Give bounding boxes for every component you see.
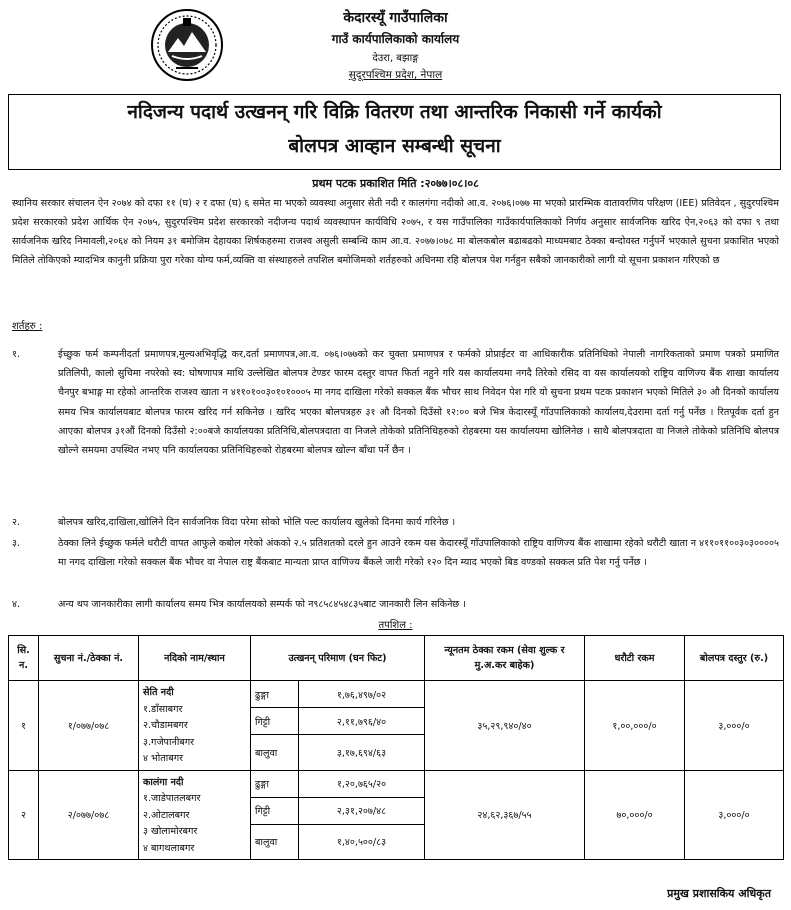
river-name: सेति नदी [143,687,174,698]
material-qty: १,७६,४९७/०२ [299,681,425,708]
river-place: २.ओटालबगर [143,809,190,821]
header-notice-no: सुचना नं./ठेक्का नं. [39,636,139,681]
cell-min-amount: ३५,२९,९४०/४० [425,681,585,771]
river-place: ३.गजेपानीबगर [143,736,195,748]
office-location: देउरा, बझाङ्ग [372,53,419,64]
condition-text: ठेक्का लिने ईच्छुक फर्मले धरौटी वापत आफुले कबोल गरेको अंकको २.५ प्रतिशतको दरले हुन आउने रकम यस केदारस्यूँ गाँउपालिकाको राष्ट्रिय वाणिज्य बैंक शाखामा रहेको धरौटी खाता न ४११०११००३०३००००५ मा नगद दाखिला गरेको सक्कल बैंक भौचर वा नेपाल राष्ट्र बैंकबाट मान्यता प्राप्त वाणिज्य बैंकले जारी गरेको १२० दिन म्याद भएको बिड वण्डको सक्कल प्रति पेश गर्नु पर्नेछ । [58,538,779,569]
river-place: २.चौडामबगर [143,720,188,731]
condition-item [12,595,779,614]
material-name: बालुवा [251,824,299,860]
header-min-amount: न्यूनतम ठेक्का रकम (सेवा शुल्क र मु.अ.कर बाहेक) [425,636,585,681]
notice-title-box [8,94,781,170]
schedule-table [8,635,784,860]
conditions-heading: शर्तहरु : [12,321,43,332]
cell-river [139,681,251,771]
material-qty: २,११,७९६/४० [299,708,425,735]
municipality-name: केदारस्यूँ गाउँपालिका [343,10,448,26]
table-row [9,681,784,708]
material-qty: १,२०,७६५/२० [299,770,425,797]
header-sn: सि. न. [9,636,39,681]
table-header-row [9,636,784,681]
material-qty: १,४०,५००/८३ [299,824,425,860]
material-name: ढुङ्गा [251,681,299,708]
condition-number: २. [12,517,21,528]
material-name: गिट्टी [251,708,299,735]
province-name: सुदूरपश्चिम प्रदेश, नेपाल [348,69,443,81]
header-quantity: उत्खनन् परिमाण (घन फिट) [251,636,425,681]
signature-title: प्रमुख प्रशासकिय अधिकृत [667,887,771,900]
office-name: गाउँ कार्यपालिकाको कार्यालय [331,32,460,46]
header-fee: बोलपत्र दस्तुर (रु.) [685,636,784,681]
intro-paragraph: स्थानिय सरकार संचालन ऐन २०७४ को दफा ११ (घ) २ र दफा (घ) ६ समेत मा भएको व्यवस्था अनुसार सेती नदी र कालगंगा नदीको आ.व. २०७६।०७७ मा भएको प्रारम्भिक वातावरणिय परिक्षण (IEE) प्रतिवेदन , सुदुरपश्चिम प्रदेश सरकारको प्रदेश आर्थिक ऐन २०७५, सुदुरपश्चिम प्रदेश सरकारको नदीजन्य पदार्थ व्यवस्थापन कार्यविधि २०७५, र यस गाउँपालिका गाउँकार्यपालिकाको निर्णय अनुसार सार्वजनिक खरिद ऐन,२०६३ को दफा ९ तथा सार्वजनिक खरिद निमावली,२०६४ को नियम ३१ बमोजिम देहायका शिर्षकहरुमा राजश्व असुली सम्बन्धि काम आ.व. २०७७।०७८ मा बोलकबोल बढाबढको माध्यमबाट ठेक्का बन्दोवस्त गर्नुपर्ने भएकाले सुचना प्रकाशित भएको मितिले तोकिएको म्यादभित्र कानुनी प्रक्रिया पुरा गरेका योग्य फर्म,व्यक्ति वा संस्थाहरुले तपशिल बमोजिमको शर्तहरुको अधिनमा रहि बोलपत्र पेश गर्नहुन सबैको जानकारीको लागी यो सूचना प्रकाशन गरिएको छ [12,198,779,266]
cell-sn: २ [9,770,39,860]
notice-title-line-2: बोलपत्र आव्हान सम्बन्धी सूचना [288,135,501,157]
material-name: गिट्टी [251,797,299,824]
condition-number: ४. [12,599,21,610]
condition-item [12,345,779,460]
condition-item [12,534,779,572]
cell-fee: ३,०००/० [685,770,784,860]
river-place: ३ खोलामोरबगर [143,826,198,837]
header-deposit: धरौटी रकम [585,636,685,681]
cell-min-amount: २४,६२,३६७/५५ [425,770,585,860]
condition-number: ३. [12,538,21,549]
material-qty: ३,१७,६९४/६३ [299,735,425,771]
cell-river [139,770,251,860]
schedule-heading: तपशिल : [378,620,413,631]
river-name: कालंगा नदी [143,776,184,788]
header-river: नदिको नाम/स्थान [139,636,251,681]
cell-fee: ३,०००/० [685,681,784,771]
river-place: १.डाँसाबगर [143,703,183,715]
table-row [9,770,784,797]
condition-item [12,513,779,532]
cell-notice-no: २/०७७/०७८ [39,770,139,860]
condition-text: बोलपत्र खरिद,दाखिला,खोलिने दिन सार्वजनिक विदा परेमा सोको भोलि पल्ट कार्यालय खुलेको दिनमा कार्य गरिनेछ । [58,517,456,528]
cell-deposit: ७०,०००/० [585,770,685,860]
condition-text: ईच्छुक फर्म कम्पनीदर्ता प्रमाणपत्र,मुल्यअभिवृद्धि कर,दर्ता प्रमाणपत्र,आ.व. ०७६।०७७को कर चुक्ता प्रमाणपत्र र फर्मको प्रोप्राईटर वा आधिकारीक प्रतिनिधिको नेपाली नागरिकताको प्रमाण पत्रको प्रमाणित प्रतिलिपी, कालो सुचिमा नपरेको स्व: घोषणापत्र माथि उल्लेखित बोलपत्र टेण्डर फारम दस्तुर वापत फिर्ता नहुने गरि यस कार्यालयमा नगदै तिरेको रसिद वा यस कार्यालयको राष्ट्रिय वाणिज्य बैंक शाखा कार्यालय चैनपुर बभाङ्ग मा रहेको आन्तरिक राजश्व खाता न ४११०१००३०१०१०००५ मा नगद दाखिला गरेको सक्कल बैंक भौचर साथ निवेदन पेश गरि यो सुचना प्रथम पटक प्रकाशन भएको मितिले ३० औ दिनको कार्यालय समय भित्र कार्यालयबाट बोलपत्र फारम खरिद गर्न सकिनेछ । खरिद भएका बोलपत्रहरु ३१ औ दिनको दिउँसो १२:०० बजे भित्र केदारस्यूँ गाँउपालिकाको कार्यालय,देउरामा दर्ता गर्नु पर्नेछ । रितपूर्वक दर्ता हुन आएका बोलपत्र ३१औं दिनको दिउँसो २:००बजे कार्यालयका प्रतिनिधि,बोलपत्रदाता वा निजले तोकेको प्रतिनिधिहरुको रोहबरमा यस कार्यालयमा खोलिनेछ । साथै बोलपत्रदाता वा निजले तोकेको प्रतिनिधि बोलपत्र खोल्ने समयमा उपस्थित नभए पनि कार्यालयका प्रतिनिधिहरुको रोहबरमा बोलपत्र खोल्न बाँधा पर्ने छैन । [58,349,779,457]
river-place: १.जाडेपातलबगर [143,793,201,804]
condition-text: अन्य थप जानकारीका लागी कार्यालय समय भित्र कार्यालयको सम्पर्क फो न९८५८४५४८३५बाट जानकारी लिन सकिनेछ । [58,599,466,610]
published-date: प्रथम पटक प्रकाशित मिति :२०७७।०८।०८ [312,177,479,190]
material-name: बालुवा [251,735,299,771]
cell-sn: १ [9,681,39,771]
material-qty: २,३१,२०७/४८ [299,797,425,824]
river-place: ४ बागथलाबगर [143,842,195,854]
notice-title-line-1: नदिजन्य पदार्थ उत्खनन् गरि विक्रि वितरण तथा आन्तरिक निकासी गर्ने कार्यको [127,101,662,123]
cell-notice-no: १/०७७/०७८ [39,681,139,771]
condition-number: १. [12,349,21,360]
river-place: ४ भोताबगर [143,753,184,764]
material-name: ढुङ्गा [251,770,299,797]
cell-deposit: १,००,०००/० [585,681,685,771]
